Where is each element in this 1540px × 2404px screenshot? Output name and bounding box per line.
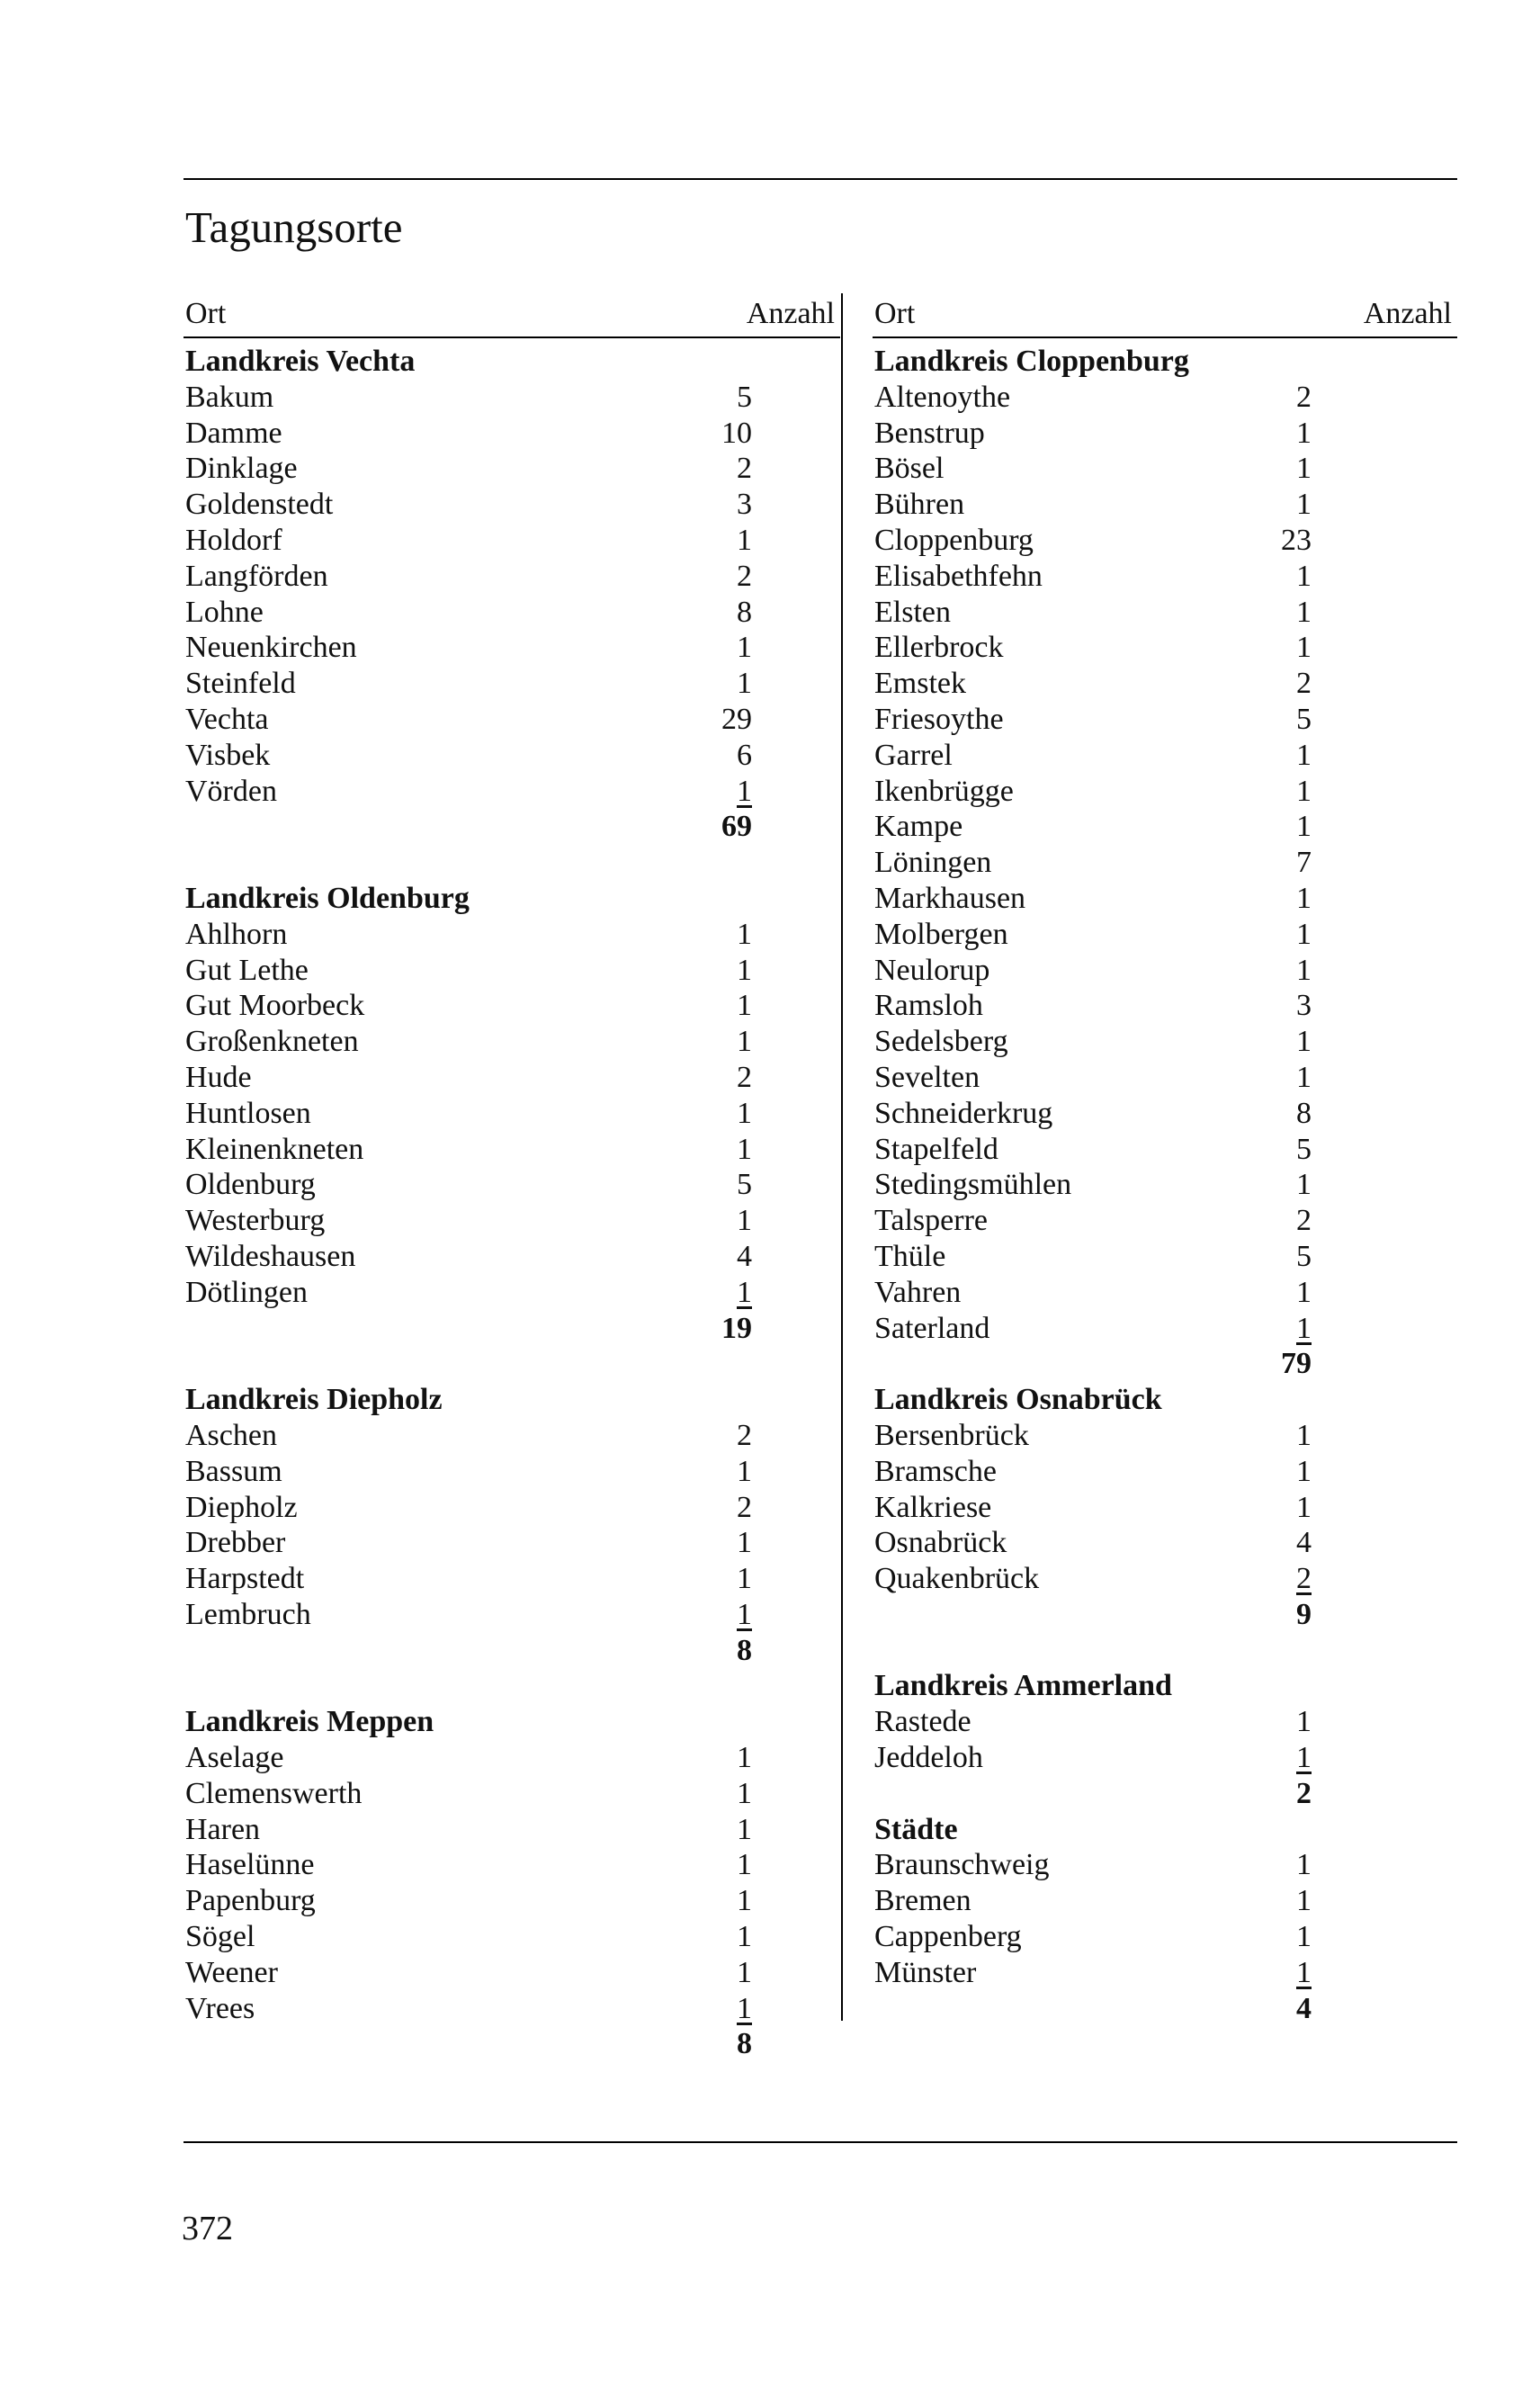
spacer [184, 1346, 840, 1382]
section-heading-staedte: Städte [874, 1812, 958, 1846]
list-item: Westerburg 1 [185, 1204, 752, 1238]
section-heading-vechta: Landkreis Vechta [185, 345, 416, 378]
list-item: Quakenbrück 2 [874, 1562, 1312, 1596]
left-column [184, 290, 840, 2062]
list-item: Stapelfeld 5 [874, 1132, 1312, 1166]
right-column [873, 290, 1457, 2026]
section-total-ammerland: 2 [1296, 1776, 1312, 1810]
page-number: 372 [182, 2210, 233, 2247]
spacer [184, 845, 840, 881]
list-item: Lohne 8 [185, 595, 752, 629]
list-item: Ellerbrock 1 [874, 631, 1312, 665]
list-item: Damme 10 [185, 416, 752, 450]
bottom-rule [184, 2141, 1457, 2143]
section-total-vechta: 69 [721, 810, 752, 844]
section-heading-diepholz: Landkreis Diepholz [185, 1383, 443, 1417]
list-item: Vahren 1 [874, 1275, 1312, 1309]
list-item: Sevelten 1 [874, 1060, 1312, 1094]
list-item: Haren 1 [185, 1812, 752, 1846]
section-total-oldenburg: 19 [721, 1311, 752, 1345]
list-item: Sedelsberg 1 [874, 1025, 1312, 1059]
list-item: Friesoythe 5 [874, 702, 1312, 736]
list-item: Dinklage 2 [185, 452, 752, 486]
list-item: Gut Moorbeck 1 [185, 989, 752, 1023]
list-item: Molbergen 1 [874, 917, 1312, 951]
list-item: Bakum 5 [185, 380, 752, 414]
list-item: Goldenstedt 3 [185, 488, 752, 522]
page-title: Tagungsorte [185, 202, 403, 252]
list-item: Ahlhorn 1 [185, 917, 752, 951]
list-item: Steinfeld 1 [185, 667, 752, 701]
list-item: Bassum 1 [185, 1454, 752, 1488]
list-item: Bösel 1 [874, 452, 1312, 486]
list-item: Stedingsmühlen 1 [874, 1168, 1312, 1202]
list-item: Talsperre 2 [874, 1204, 1312, 1238]
list-item: Holdorf 1 [185, 523, 752, 557]
section-heading-meppen: Landkreis Meppen [185, 1705, 434, 1739]
list-item: Harpstedt 1 [185, 1562, 752, 1596]
list-item: Elsten 1 [874, 595, 1312, 629]
list-item: Benstrup 1 [874, 416, 1312, 450]
list-item: Braunschweig 1 [874, 1848, 1312, 1882]
list-item: Rastede 1 [874, 1705, 1312, 1739]
list-item: Kalkriese 1 [874, 1490, 1312, 1524]
list-item: Ramsloh 3 [874, 989, 1312, 1023]
section-total-diepholz: 8 [737, 1633, 752, 1667]
list-item: Thüle 5 [874, 1239, 1312, 1273]
list-item: Cappenberg 1 [874, 1920, 1312, 1954]
list-item: Drebber 1 [185, 1526, 752, 1560]
header-ort: Ort [874, 297, 916, 330]
list-item: Cloppenburg 23 [874, 523, 1312, 557]
list-item: Wildeshausen 4 [185, 1239, 752, 1273]
top-rule [184, 178, 1457, 180]
section-heading-ammerland: Landkreis Ammerland [874, 1669, 1172, 1703]
list-item: Aselage 1 [185, 1741, 752, 1775]
list-item: Osnabrück 4 [874, 1526, 1312, 1560]
spacer [184, 1668, 840, 1704]
header-anzahl: Anzahl [746, 297, 835, 330]
list-item: Clemenswerth 1 [185, 1776, 752, 1810]
list-item: Schneiderkrug 8 [874, 1096, 1312, 1130]
list-item: Altenoythe 2 [874, 380, 1312, 414]
list-item: Emstek 2 [874, 667, 1312, 701]
list-item: Garrel 1 [874, 738, 1312, 772]
section-total-cloppenburg: 79 [1281, 1347, 1312, 1381]
list-item: Bremen 1 [874, 1884, 1312, 1918]
section-total-staedte: 4 [1296, 1991, 1312, 2025]
list-item: Diepholz 2 [185, 1490, 752, 1524]
list-item: Visbek 6 [185, 738, 752, 772]
list-item: Aschen 2 [185, 1418, 752, 1452]
section-total-osnabrueck: 9 [1296, 1597, 1312, 1631]
list-item: Jeddeloh 1 [874, 1741, 1312, 1775]
list-item: Ikenbrügge 1 [874, 774, 1312, 808]
column-header [184, 290, 840, 338]
list-item: Vechta 29 [185, 702, 752, 736]
list-item: Lembruch 1 [185, 1597, 752, 1631]
list-item: Neulorup 1 [874, 953, 1312, 987]
list-item: Kleinenkneten 1 [185, 1132, 752, 1166]
list-item: Löningen 7 [874, 846, 1312, 880]
list-item: Langförden 2 [185, 559, 752, 593]
list-item: Bramsche 1 [874, 1454, 1312, 1488]
list-item: Vrees 1 [185, 1991, 752, 2025]
list-item: Großenkneten 1 [185, 1025, 752, 1059]
list-item: Weener 1 [185, 1955, 752, 1989]
column-header [873, 290, 1457, 338]
section-heading-oldenburg: Landkreis Oldenburg [185, 881, 470, 915]
list-item: Münster 1 [874, 1955, 1312, 1989]
list-item: Bersenbrück 1 [874, 1418, 1312, 1452]
list-item: Gut Lethe 1 [185, 953, 752, 987]
list-item: Kampe 1 [874, 810, 1312, 844]
header-ort: Ort [185, 297, 227, 330]
section-heading-osnabrueck: Landkreis Osnabrück [874, 1383, 1162, 1417]
list-item: Markhausen 1 [874, 881, 1312, 915]
list-item: Sögel 1 [185, 1920, 752, 1954]
header-anzahl: Anzahl [1363, 297, 1452, 330]
spacer [873, 1633, 1457, 1669]
column-divider [841, 293, 843, 2021]
list-item: Neuenkirchen 1 [185, 631, 752, 665]
section-heading-cloppenburg: Landkreis Cloppenburg [874, 345, 1189, 378]
section-total-meppen: 8 [737, 2027, 752, 2061]
list-item: Elisabethfehn 1 [874, 559, 1312, 593]
list-item: Bühren 1 [874, 488, 1312, 522]
list-item: Saterland 1 [874, 1311, 1312, 1345]
list-item: Dötlingen 1 [185, 1275, 752, 1309]
list-item: Huntlosen 1 [185, 1096, 752, 1130]
list-item: Oldenburg 5 [185, 1168, 752, 1202]
list-item: Haselünne 1 [185, 1848, 752, 1882]
list-item: Vörden 1 [185, 774, 752, 808]
list-item: Hude 2 [185, 1060, 752, 1094]
list-item: Papenburg 1 [185, 1884, 752, 1918]
